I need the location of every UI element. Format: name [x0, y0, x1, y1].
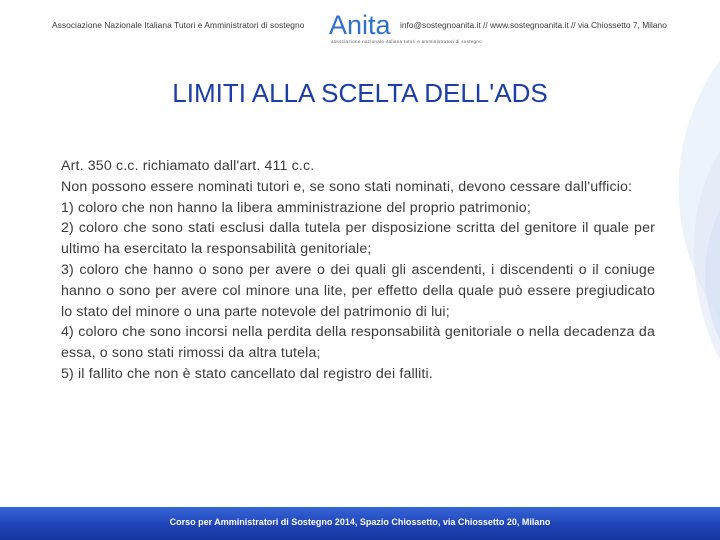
logo-subtitle: associazione nazionale italiana tutori e amministratori di sostegno — [331, 39, 482, 44]
list-item-3: 3) coloro che hanno o sono per avere o dei quali gli ascendenti, i discendenti o il coniuge hanno o sono per avere col minore una lite, per effetto della quale può essere pregiudicato lo stato del minore o una parte notevole del patrimonio di lui; — [61, 261, 655, 320]
slide-body — [61, 156, 655, 385]
list-item-1: 1) coloro che non hanno la libera amministrazione del proprio patrimonio; — [61, 199, 531, 216]
association-name: Associazione Nazionale Italiana Tutori e Amministratori di sostegno — [52, 20, 305, 30]
paragraph-article-reference: Art. 350 c.c. richiamato dall'art. 411 c.c. — [61, 158, 315, 174]
logo-text: Anita — [329, 10, 391, 40]
list-item-4: 4) coloro che sono incorsi nella perdita della responsabilità genitoriale o nella decadenza da essa, o sono stati rimossi da altra tutela; — [61, 324, 655, 362]
slide-header — [0, 0, 720, 58]
anita-logo — [329, 8, 391, 42]
slide-footer — [0, 507, 720, 540]
slide-title: LIMITI ALLA SCELTA DELL'ADS — [172, 78, 548, 108]
list-item-5: 5) il fallito che non è stato cancellato dal registro dei falliti. — [61, 365, 433, 382]
contact-info: info@sostegnoanita.it // www.sostegnoanita.it // via Chiossetto 7, Milano — [400, 20, 667, 30]
paragraph-intro: Non possono essere nominati tutori e, se sono stati nominati, devono cessare dall'ufficio: — [61, 178, 633, 195]
footer-text: Corso per Amministratori di Sostegno 2014, Spazio Chiossetto, via Chiossetto 20, Milano — [169, 517, 551, 527]
list-item-2: 2) coloro che sono stati esclusi dalla tutela per disposizione scritta del genitore il quale per ultimo ha esercitato la responsabilità genitoriale; — [61, 220, 655, 258]
